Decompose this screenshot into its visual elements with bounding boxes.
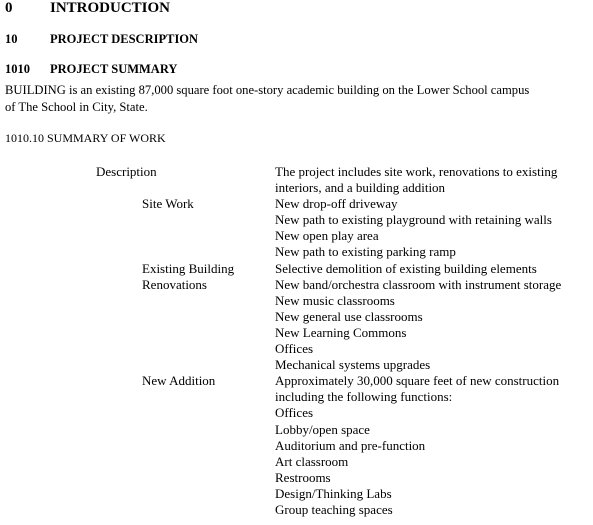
section-number-0: 0	[5, 0, 13, 16]
summary-of-work-heading: 1010.10 SUMMARY OF WORK	[5, 131, 166, 145]
work-item: Offices	[275, 405, 314, 421]
work-item: New path to existing playground with retaining walls	[275, 212, 552, 228]
work-item: Offices	[275, 341, 314, 357]
work-item: The project includes site work, renovations to existing	[275, 164, 558, 179]
work-item: Group teaching spaces	[275, 501, 393, 517]
work-item: Mechanical systems upgrades	[275, 357, 431, 373]
work-item: New music classrooms	[275, 292, 395, 308]
work-item: including the following functions:	[275, 389, 453, 405]
new-addition-label: New Addition	[142, 373, 216, 388]
work-item: New general use classrooms	[275, 308, 423, 324]
work-item: Art classroom	[275, 453, 349, 469]
summary-line: of The School in City, State.	[5, 99, 148, 114]
site-work-label: Site Work	[142, 196, 194, 211]
summary-paragraph	[5, 82, 529, 115]
renovations-label: Renovations	[142, 277, 207, 292]
section-title-introduction: INTRODUCTION	[50, 0, 171, 16]
work-item: New drop-off driveway	[275, 196, 398, 212]
work-item: Auditorium and pre-function	[275, 437, 426, 453]
summary-line: BUILDING is an existing 87,000 square foot one-story academic building on the Lower School campus	[5, 83, 530, 97]
work-item: New Learning Commons	[275, 324, 407, 340]
work-item: New band/orchestra classroom with instrument storage	[275, 276, 562, 292]
section-title-project-description: PROJECT DESCRIPTION	[50, 32, 199, 46]
section-number-10: 10	[5, 32, 18, 46]
section-number-1010: 1010	[5, 62, 30, 76]
work-item: Design/Thinking Labs	[275, 485, 392, 501]
work-item: New open play area	[275, 228, 379, 244]
work-item: Lobby/open space	[275, 421, 370, 437]
work-item: interiors, and a building addition	[275, 180, 446, 196]
description-label: Description	[96, 164, 157, 179]
section-title-project-summary: PROJECT SUMMARY	[50, 62, 178, 76]
work-item: Approximately 30,000 square feet of new construction	[275, 373, 560, 389]
work-item: New path to existing parking ramp	[275, 244, 456, 260]
existing-building-label: Existing Building	[142, 261, 235, 276]
work-item: Selective demolition of existing building elements	[275, 260, 537, 276]
work-items-column	[275, 164, 561, 518]
work-item: Restrooms	[275, 469, 331, 485]
